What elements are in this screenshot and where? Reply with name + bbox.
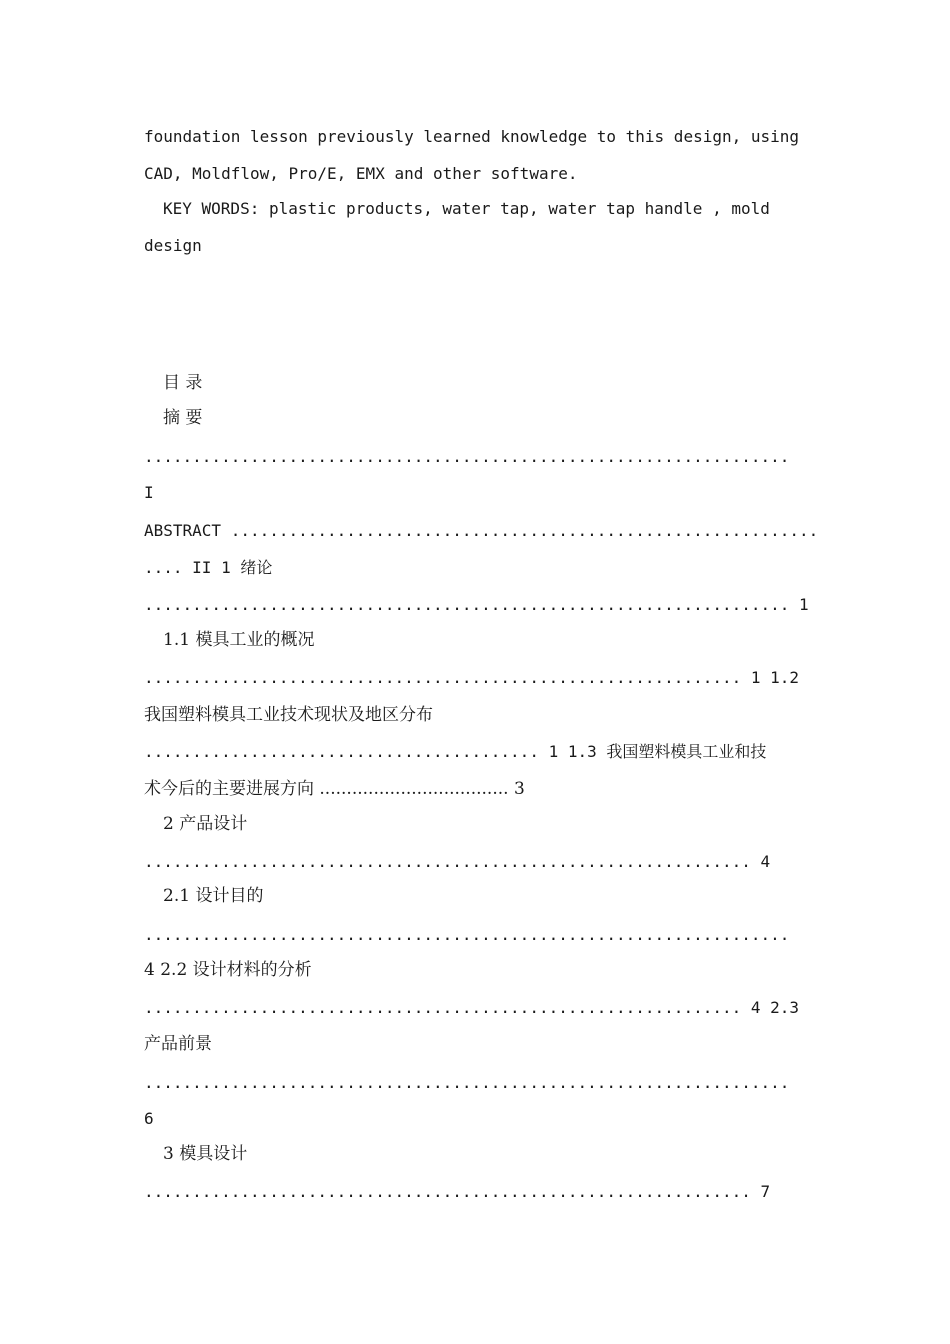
toc-leader: .............................................................. 1 1.2 xyxy=(144,668,800,687)
toc-entry-2-1: 2.1 设计目的 xyxy=(163,886,264,906)
toc-leader: ................................................................... 1 xyxy=(144,595,809,614)
toc-entry-chapter-1: .... II 1 绪论 xyxy=(144,558,273,577)
toc-entry-1-3: 术今后的主要进展方向 ................................... 3 xyxy=(144,779,525,799)
toc-entry-1-2: 我国塑料模具工业技术现状及地区分布 xyxy=(144,705,433,725)
toc-leader: ............................................................... 4 xyxy=(144,852,771,871)
toc-entry-2-2: 4 2.2 设计材料的分析 xyxy=(144,960,312,980)
toc-page-number: I xyxy=(144,483,154,502)
abstract-line-2: CAD, Moldflow, Pro/E, EMX and other software. xyxy=(144,164,578,183)
keywords-line-continued: design xyxy=(144,236,202,255)
toc-leader: ......................................... 1 1.3 我国塑料模具工业和技 xyxy=(144,742,767,761)
keywords-line: KEY WORDS: plastic products, water tap, water tap handle , mold xyxy=(163,199,770,218)
toc-entry-abstract-en: ABSTRACT ............................................................. xyxy=(144,521,819,540)
toc-leader: ............................................................... 7 xyxy=(144,1182,771,1201)
toc-leader: ................................................................... xyxy=(144,1073,790,1092)
toc-entry-chapter-3: 3 模具设计 xyxy=(163,1144,248,1164)
toc-leader: ................................................................... xyxy=(144,925,790,944)
toc-title: 目 录 xyxy=(163,373,203,393)
toc-entry-2-3: 产品前景 xyxy=(144,1034,212,1054)
toc-page-number: 6 xyxy=(144,1109,154,1128)
toc-leader: ................................................................... xyxy=(144,447,790,466)
toc-entry-chapter-2: 2 产品设计 xyxy=(163,814,248,834)
toc-entry-1-1: 1.1 模具工业的概况 xyxy=(163,630,315,650)
toc-leader: .............................................................. 4 2.3 xyxy=(144,998,800,1017)
abstract-line-1: foundation lesson previously learned knowledge to this design, using xyxy=(144,127,800,146)
toc-entry-abstract-cn: 摘 要 xyxy=(163,408,203,428)
